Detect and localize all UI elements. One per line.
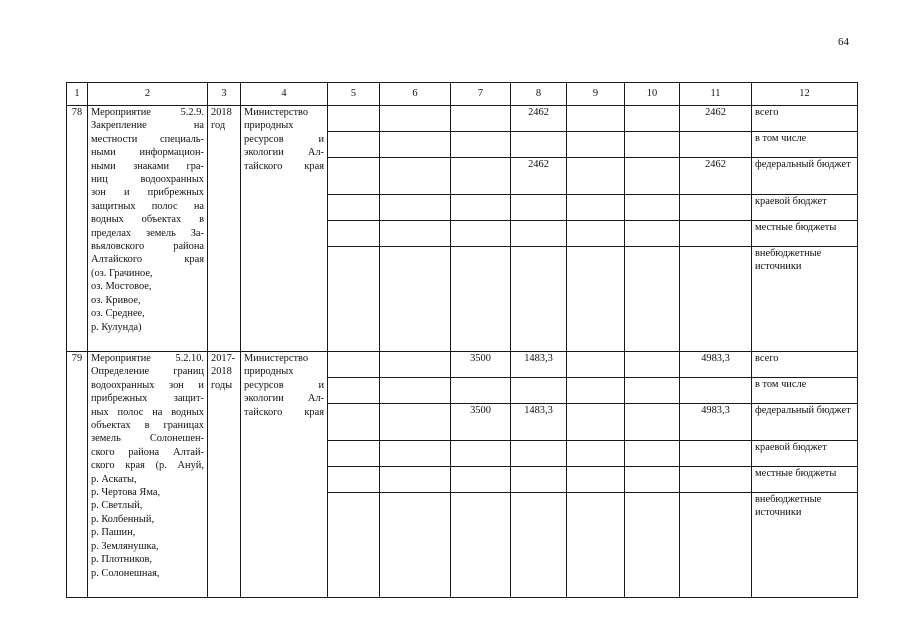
event-line: зон и прибрежных [91, 187, 204, 199]
funding-source: в том числе [752, 378, 858, 404]
value-cell-c8 [511, 378, 567, 404]
value-cell-c7 [451, 378, 511, 404]
value-cell-c10 [625, 158, 680, 195]
event-line: Алтайского края [91, 254, 204, 266]
value-cell-c8: 1483,3 [511, 404, 567, 441]
value-cell-c9 [567, 378, 625, 404]
value-cell-c9 [567, 404, 625, 441]
value-cell-c6 [380, 378, 451, 404]
executor-line: Министерство [244, 107, 309, 118]
value-cell-c5 [328, 441, 380, 467]
value-cell-c11 [680, 132, 752, 158]
value-cell-c10 [625, 195, 680, 221]
value-cell-c10 [625, 467, 680, 493]
value-cell-c10 [625, 221, 680, 247]
event-line: Определение границ [91, 366, 204, 378]
value-cell-c6 [380, 352, 451, 378]
executor-line: природных [244, 366, 294, 378]
event-description [88, 352, 208, 598]
value-cell-c6 [380, 404, 451, 441]
funding-source: всего [752, 352, 858, 378]
year-line: год [211, 120, 226, 132]
value-cell-c5 [328, 352, 380, 378]
executor-line: тайского края [244, 406, 324, 418]
value-cell-c6 [380, 158, 451, 195]
value-cell-c8 [511, 441, 567, 467]
year-line: 2017- [211, 353, 236, 364]
event-description [88, 106, 208, 352]
event-line: р. Кулунда) [91, 321, 142, 333]
value-cell-c7 [451, 132, 511, 158]
value-cell-c7 [451, 441, 511, 467]
value-cell-c8: 2462 [511, 106, 567, 132]
column-header-12: 12 [752, 83, 858, 106]
table-row [67, 352, 858, 378]
event-years [208, 106, 241, 352]
value-cell-c9 [567, 352, 625, 378]
value-cell-c6 [380, 493, 451, 598]
value-cell-c7: 3500 [451, 352, 511, 378]
funding-source: краевой бюджет [752, 195, 858, 221]
event-line: вьяловского района [91, 241, 204, 253]
column-header-5: 5 [328, 83, 380, 106]
value-cell-c5 [328, 247, 380, 352]
value-cell-c6 [380, 132, 451, 158]
value-cell-c9 [567, 132, 625, 158]
funding-source: краевой бюджет [752, 441, 858, 467]
event-line: р. Плотников, [91, 554, 153, 566]
value-cell-c5 [328, 221, 380, 247]
value-cell-c8 [511, 247, 567, 352]
row-number: 79 [67, 352, 88, 598]
column-header-8: 8 [511, 83, 567, 106]
column-header-2: 2 [88, 83, 208, 106]
executor-line: экологии Ал- [244, 393, 324, 405]
value-cell-c5 [328, 378, 380, 404]
value-cell-c9 [567, 493, 625, 598]
value-cell-c7 [451, 158, 511, 195]
value-cell-c11: 4983,3 [680, 352, 752, 378]
value-cell-c10 [625, 493, 680, 598]
event-line: прибрежных защит- [91, 393, 204, 405]
value-cell-c10 [625, 247, 680, 352]
value-cell-c9 [567, 247, 625, 352]
value-cell-c5 [328, 195, 380, 221]
funding-source: внебюджетные источники [752, 247, 858, 352]
event-line: ского района Алтай- [91, 446, 204, 458]
value-cell-c5 [328, 467, 380, 493]
executor-line: ресурсов и [244, 379, 324, 391]
funding-source: федеральный бюджет [752, 404, 858, 441]
column-header-10: 10 [625, 83, 680, 106]
header-row [67, 83, 858, 106]
event-line: водоохранных зон и [91, 379, 204, 391]
column-header-6: 6 [380, 83, 451, 106]
executor-line: Министерство [244, 353, 309, 364]
value-cell-c11 [680, 378, 752, 404]
value-cell-c9 [567, 441, 625, 467]
value-cell-c11: 2462 [680, 158, 752, 195]
value-cell-c6 [380, 195, 451, 221]
event-line: р. Пашин, [91, 527, 136, 539]
column-header-3: 3 [208, 83, 241, 106]
event-line: объектах в границах [91, 420, 204, 432]
column-header-7: 7 [451, 83, 511, 106]
value-cell-c10 [625, 378, 680, 404]
column-header-1: 1 [67, 83, 88, 106]
event-executor [241, 106, 328, 352]
funding-source: в том числе [752, 132, 858, 158]
year-line: 2018 [211, 107, 232, 118]
program-table [66, 82, 858, 598]
event-line: оз. Мостовое, [91, 281, 152, 293]
value-cell-c11 [680, 467, 752, 493]
value-cell-c10 [625, 352, 680, 378]
event-line: оз. Среднее, [91, 308, 145, 320]
event-line: (оз. Грачиное, [91, 267, 153, 279]
value-cell-c10 [625, 132, 680, 158]
event-line: р. Чертова Яма, [91, 487, 161, 499]
executor-line: экологии Ал- [244, 147, 324, 159]
value-cell-c10 [625, 106, 680, 132]
value-cell-c5 [328, 493, 380, 598]
value-cell-c7 [451, 106, 511, 132]
value-cell-c7: 3500 [451, 404, 511, 441]
value-cell-c9 [567, 195, 625, 221]
event-line: р. Светлый, [91, 500, 143, 512]
executor-line: тайского края [244, 160, 324, 172]
value-cell-c11: 2462 [680, 106, 752, 132]
value-cell-c8 [511, 132, 567, 158]
event-line: ными знаками гра- [91, 160, 204, 172]
value-cell-c5 [328, 404, 380, 441]
executor-line: природных [244, 120, 294, 132]
value-cell-c7 [451, 247, 511, 352]
value-cell-c6 [380, 106, 451, 132]
value-cell-c11 [680, 441, 752, 467]
value-cell-c9 [567, 221, 625, 247]
value-cell-c8: 2462 [511, 158, 567, 195]
event-executor [241, 352, 328, 598]
table-row [67, 106, 858, 132]
year-line: 2018 [211, 366, 232, 378]
event-line: пределах земель За- [91, 227, 204, 239]
funding-source: всего [752, 106, 858, 132]
value-cell-c8 [511, 195, 567, 221]
value-cell-c8 [511, 493, 567, 598]
event-line: ского края (р. Ануй, [91, 460, 204, 472]
event-line: местности специаль- [91, 133, 204, 145]
executor-line: ресурсов и [244, 133, 324, 145]
value-cell-c9 [567, 467, 625, 493]
funding-source: местные бюджеты [752, 221, 858, 247]
event-line: земель Солонешен- [91, 433, 204, 445]
value-cell-c6 [380, 221, 451, 247]
value-cell-c8 [511, 467, 567, 493]
value-cell-c11 [680, 247, 752, 352]
column-header-4: 4 [241, 83, 328, 106]
value-cell-c6 [380, 441, 451, 467]
year-line: годы [211, 379, 233, 391]
value-cell-c7 [451, 467, 511, 493]
event-line: Закрепление на [91, 120, 204, 132]
page-number: 64 [838, 36, 849, 48]
event-line: защитных полос на [91, 200, 204, 212]
event-line: р. Землянушка, [91, 540, 159, 552]
value-cell-c11 [680, 195, 752, 221]
event-line: р. Колбенный, [91, 513, 155, 525]
value-cell-c7 [451, 221, 511, 247]
value-cell-c11 [680, 221, 752, 247]
value-cell-c7 [451, 195, 511, 221]
funding-source: внебюджетные источники [752, 493, 858, 598]
value-cell-c8 [511, 221, 567, 247]
event-line: оз. Кривое, [91, 294, 141, 306]
event-line: ными информацион- [91, 147, 204, 159]
event-line: Мероприятие 5.2.9. [91, 107, 204, 118]
event-line: водных объектах в [91, 214, 204, 226]
value-cell-c9 [567, 106, 625, 132]
funding-source: федеральный бюджет [752, 158, 858, 195]
row-number: 78 [67, 106, 88, 352]
value-cell-c5 [328, 158, 380, 195]
column-header-9: 9 [567, 83, 625, 106]
value-cell-c7 [451, 493, 511, 598]
column-header-11: 11 [680, 83, 752, 106]
value-cell-c8: 1483,3 [511, 352, 567, 378]
value-cell-c10 [625, 404, 680, 441]
event-years [208, 352, 241, 598]
event-line: р. Солонешная, [91, 567, 160, 579]
value-cell-c6 [380, 247, 451, 352]
value-cell-c11 [680, 493, 752, 598]
value-cell-c5 [328, 106, 380, 132]
event-line: Мероприятие 5.2.10. [91, 353, 204, 364]
value-cell-c10 [625, 441, 680, 467]
value-cell-c11: 4983,3 [680, 404, 752, 441]
funding-source: местные бюджеты [752, 467, 858, 493]
event-line: ных полос на водных [91, 406, 204, 418]
value-cell-c9 [567, 158, 625, 195]
value-cell-c6 [380, 467, 451, 493]
value-cell-c5 [328, 132, 380, 158]
event-line: ниц водоохранных [91, 174, 204, 186]
event-line: р. Аскаты, [91, 473, 137, 485]
